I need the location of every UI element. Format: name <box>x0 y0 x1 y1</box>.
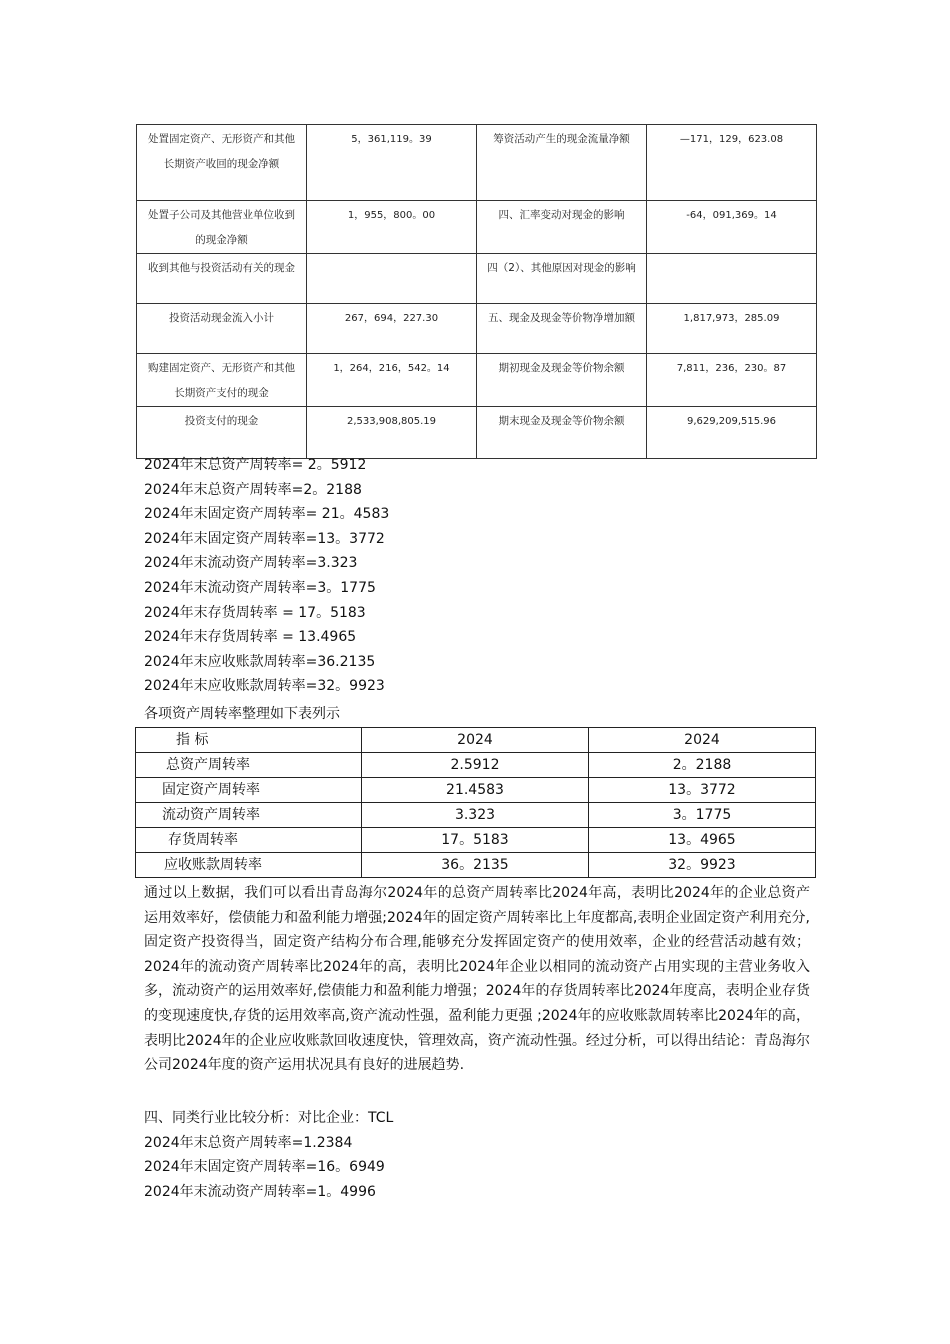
analysis-paragraph: 通过以上数据，我们可以看出青岛海尔2024年的总资产周转率比2024年高，表明比2024年的企业总资产运用效率好，偿债能力和盈利能力增强;2024年的固定资产周转率比上年度都高,表明企业固定资产利用充分,固定资产投资得当，固定资产结构分布合理,能够充分发挥固定资产的使用效率，企业的经营活动越有效；2024年的流动资产周转率比2024年的高，表明比2024年企业以相同的流动资产占用实现的主营业务收入多，流动资产的运用效率好,偿债能力和盈利能力增强；2024年的存货周转率比2024年度高，表明企业存货的变现速度快,存货的运用效率高,资产流动性强，盈利能力更强 ;2024年的应收账款周转率比2024年的高，表明比2024年的企业应收账款回收速度快，管理效高，资产流动性强。经过分析，可以得出结论：青岛海尔公司2024年度的资产运用状况具有良好的进展趋势. <box>144 885 810 1074</box>
ratio-name: 固定资产周转率 <box>136 778 362 803</box>
text-line: 2024年末总资产周转率=2。2188 <box>144 481 362 498</box>
table-row <box>137 201 817 254</box>
cashflow-label: 四、汇率变动对现金的影响 <box>477 201 647 254</box>
table-row <box>137 354 817 407</box>
ratio-value: 13。4965 <box>589 828 816 853</box>
cashflow-value: 1，264，216，542。14 <box>307 354 477 407</box>
cashflow-value <box>307 254 477 304</box>
ratio-name: 流动资产周转率 <box>136 803 362 828</box>
ratio-value: 2。2188 <box>589 753 816 778</box>
table-row <box>137 407 817 459</box>
ratio-value: 17。5183 <box>362 828 589 853</box>
cashflow-label: 收到其他与投资活动有关的现金 <box>137 254 307 304</box>
text-line: 2024年末流动资产周转率=3.323 <box>144 555 358 572</box>
cashflow-label: 五、现金及现金等价物净增加额 <box>477 304 647 354</box>
ratio-value: 21.4583 <box>362 778 589 803</box>
table-row <box>137 304 817 354</box>
header-cell: 2024 <box>362 728 589 753</box>
header-cell: 2024 <box>589 728 816 753</box>
table-row <box>136 753 816 778</box>
cashflow-value: -64，091,369。14 <box>647 201 817 254</box>
ratio-value: 32。9923 <box>589 853 816 878</box>
table-row <box>136 853 816 878</box>
text-line: 2024年末固定资产周转率= 21。4583 <box>144 506 390 523</box>
cashflow-label: 处置子公司及其他营业单位收到的现金净额 <box>137 201 307 254</box>
table-row <box>137 254 817 304</box>
header-cell: 指 标 <box>136 728 362 753</box>
cashflow-label: 期末现金及现金等价物余额 <box>477 407 647 459</box>
turnover-ratio-table <box>135 727 816 878</box>
text-line: 2024年末流动资产周转率=1。4996 <box>144 1183 376 1200</box>
ratio-name: 总资产周转率 <box>136 753 362 778</box>
ratio-value: 2.5912 <box>362 753 589 778</box>
text-line: 2024年末应收账款周转率=36.2135 <box>144 653 376 670</box>
cashflow-label: 筹资活动产生的现金流量净额 <box>477 125 647 201</box>
ratio-value: 36。2135 <box>362 853 589 878</box>
cashflow-label: 处置固定资产、无形资产和其他长期资产收回的现金净额 <box>137 125 307 201</box>
cashflow-label: 四（2）、其他原因对现金的影响 <box>477 254 647 304</box>
cashflow-label: 投资活动现金流入小计 <box>137 304 307 354</box>
text-line: 2024年末存货周转率 = 13.4965 <box>144 629 357 646</box>
cashflow-value: 1，955，800。00 <box>307 201 477 254</box>
cashflow-value: 5，361,119。39 <box>307 125 477 201</box>
text-line: 2024年末固定资产周转率=16。6949 <box>144 1159 385 1176</box>
cashflow-value: 9,629,209,515.96 <box>647 407 817 459</box>
cashflow-value: —171，129，623.08 <box>647 125 817 201</box>
cashflow-value: 1,817,973，285.09 <box>647 304 817 354</box>
turnover-lines <box>144 453 824 699</box>
cashflow-table <box>136 124 817 459</box>
cashflow-value: 7,811，236，230。87 <box>647 354 817 407</box>
section-heading: 四、同类行业比较分析：对比企业：TCL <box>144 1110 394 1126</box>
text-line: 2024年末固定资产周转率=13。3772 <box>144 530 385 547</box>
text-line: 2024年末总资产周转率=1.2384 <box>144 1134 353 1151</box>
cashflow-value <box>647 254 817 304</box>
ratio-name: 应收账款周转率 <box>136 853 362 878</box>
cashflow-label: 投资支付的现金 <box>137 407 307 459</box>
text-line: 2024年末总资产周转率= 2。5912 <box>144 457 367 473</box>
text-line: 2024年末应收账款周转率=32。9923 <box>144 678 385 695</box>
table-row <box>137 125 817 201</box>
ratio-name: 存货周转率 <box>136 828 362 853</box>
table-caption: 各项资产周转率整理如下表列示 <box>144 706 340 722</box>
cashflow-label: 期初现金及现金等价物余额 <box>477 354 647 407</box>
cashflow-value: 267，694，227.30 <box>307 304 477 354</box>
text-line: 2024年末流动资产周转率=3。1775 <box>144 579 376 596</box>
cashflow-value: 2,533,908,805.19 <box>307 407 477 459</box>
text-line: 2024年末存货周转率 = 17。5183 <box>144 604 366 621</box>
cashflow-label: 购建固定资产、无形资产和其他长期资产支付的现金 <box>137 354 307 407</box>
ratio-value: 3.323 <box>362 803 589 828</box>
ratio-value: 13。3772 <box>589 778 816 803</box>
table-header-row <box>136 728 816 753</box>
ratio-value: 3。1775 <box>589 803 816 828</box>
tcl-section <box>144 1106 824 1204</box>
table-row <box>136 828 816 853</box>
table-row <box>136 778 816 803</box>
table-row <box>136 803 816 828</box>
